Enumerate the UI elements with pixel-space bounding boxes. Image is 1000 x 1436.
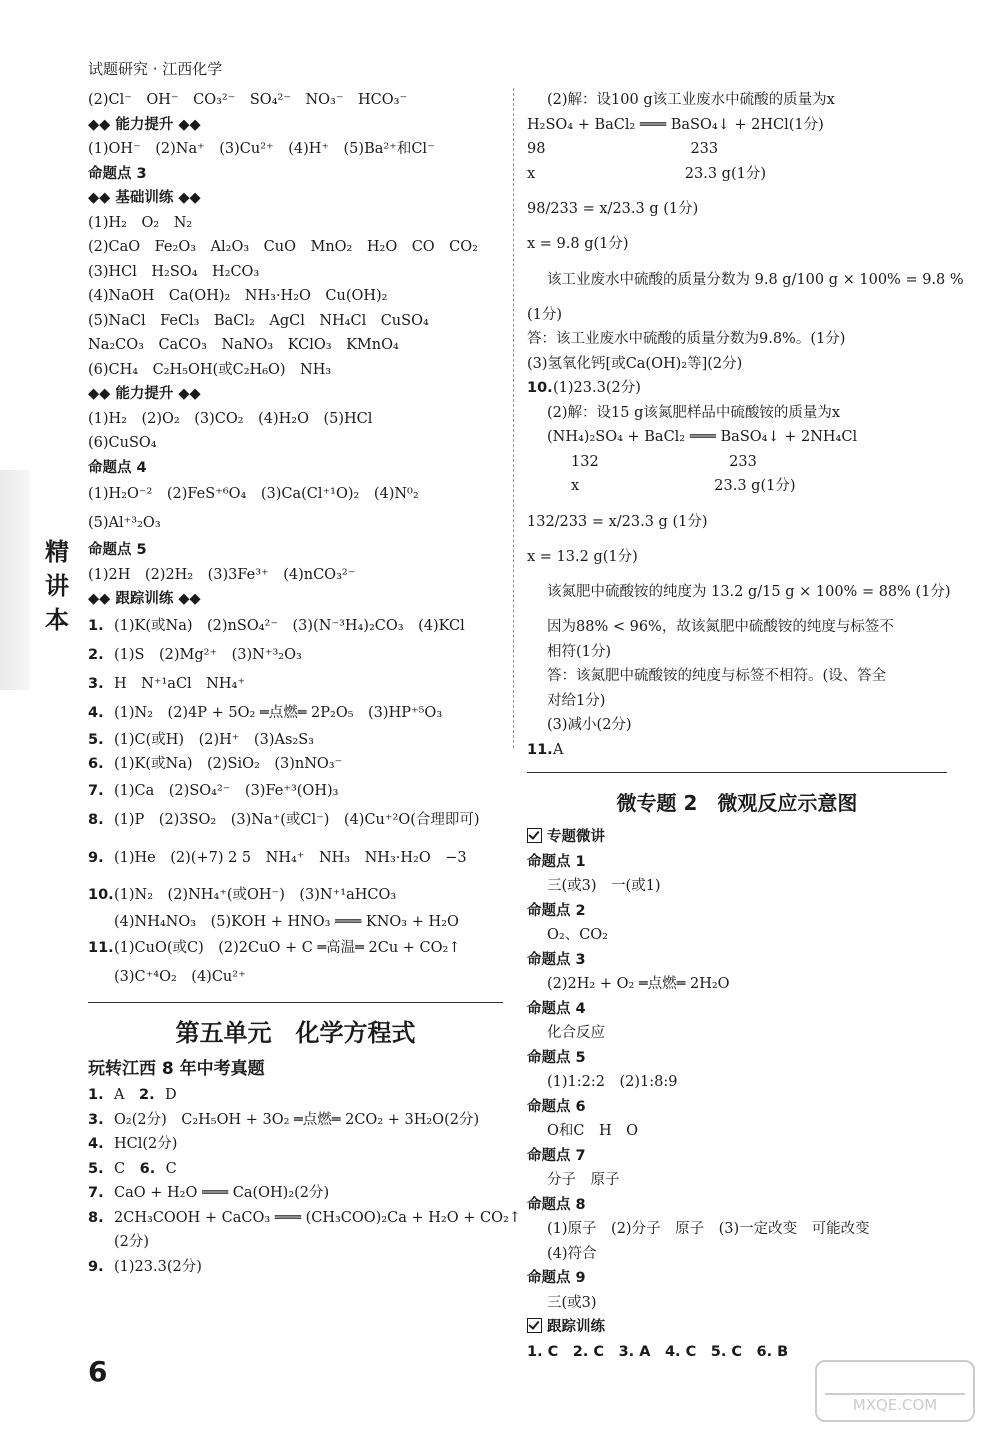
- item-number: 10.: [88, 886, 114, 903]
- answer-line: 三(或3) 一(或1): [547, 878, 661, 894]
- item-text: 132 233: [571, 453, 757, 470]
- answer-line: 三(或3): [547, 1294, 597, 1311]
- item-number: 11.: [527, 741, 553, 758]
- solution-line: (1分): [527, 306, 563, 323]
- item-text: CaO + H₂O ═══ Ca(OH)₂(2分): [114, 1185, 330, 1201]
- solution-line: [527, 664, 947, 689]
- item-text: 该氮肥中硫酸铵的纯度为 13.2 g/15 g × 100% = 88% (1分): [547, 584, 951, 600]
- answer-line: (1)H₂ O₂ N₂: [88, 214, 193, 231]
- section-heading: 命题点 5: [88, 542, 147, 558]
- section-heading: ◆◆ 基础训练 ◆◆: [88, 190, 201, 206]
- item-text: (4)NH₄NO₃ (5)KOH + HNO₃ ═══ KNO₃ + H₂O: [114, 913, 459, 930]
- item-number: 2.: [88, 646, 104, 663]
- solution-line: [527, 689, 947, 714]
- item-text: 2CH₃COOH + CaCO₃ ═══ (CH₃COO)₂Ca + H₂O + CO₂↑: [114, 1209, 521, 1226]
- item-number: 1.: [88, 617, 104, 634]
- solution-line: [527, 376, 947, 401]
- left-answers-block: [88, 88, 503, 612]
- answer-item: [88, 1181, 503, 1206]
- topic-point-heading: 命题点 9: [527, 1270, 586, 1286]
- item-text: (1)C(或H) (2)H⁺ (3)As₂S₃: [114, 731, 314, 748]
- watermark-text: MXQE.COM: [852, 1396, 938, 1414]
- q9-solution-block: [527, 88, 964, 376]
- answer-item: [88, 777, 503, 806]
- answer-item: [88, 835, 503, 881]
- item-number: 4.: [88, 704, 104, 721]
- section-heading: ◆◆ 跟踪训练 ◆◆: [88, 591, 201, 607]
- item-text: (1)P (2)3SO₂ (3)Na⁺(或Cl⁻) (4)Cu⁺²O(合理即可): [114, 811, 480, 828]
- item-text: O₂(2分) C₂H₅OH + 3O₂ ═点燃═ 2CO₂ + 3H₂O(2分): [114, 1111, 480, 1128]
- item-text: (1)CuO(或C) (2)2CuO + C ═高温═ 2Cu + CO₂↑: [114, 940, 461, 956]
- solution-line: x 23.3 g(1分): [527, 165, 767, 182]
- answer-item: [88, 752, 503, 777]
- answer-line: (1)H₂ (2)O₂ (3)CO₂ (4)H₂O (5)HCl: [88, 410, 373, 427]
- item-text: (1)23.3(2分): [553, 380, 641, 396]
- answer-line: (1)1:2:2 (2)1:8:9: [547, 1074, 678, 1090]
- item-text: C: [114, 1160, 140, 1177]
- answer-item: [88, 670, 503, 699]
- topic-point-heading: 命题点 7: [527, 1147, 586, 1164]
- item-number: 10.: [527, 380, 553, 396]
- item-text: (3)C⁺⁴O₂ (4)Cu²⁺: [114, 969, 246, 985]
- topic-point-heading: 命题点 1: [527, 853, 586, 870]
- tracking-training-list: [88, 612, 503, 993]
- checkbox-icon: [527, 1318, 542, 1333]
- solution-line: [527, 450, 947, 475]
- micro-section-header: [527, 825, 947, 850]
- answer-line: (4)NaOH Ca(OH)₂ NH₃·H₂O Cu(OH)₂: [88, 288, 388, 304]
- topic-point-heading: 命题点 2: [527, 902, 586, 919]
- section-divider-right: [527, 772, 947, 773]
- answer-item: [88, 1206, 521, 1231]
- solution-line: (2)解：设100 g该工业废水中硫酸的质量为x: [547, 92, 835, 108]
- section-divider: [88, 1002, 503, 1003]
- answer-item: [88, 728, 503, 753]
- section-heading: ◆◆ 能力提升 ◆◆: [88, 116, 201, 133]
- solution-line: H₂SO₄ + BaCl₂ ═══ BaSO₄↓ + 2HCl(1分): [527, 116, 824, 133]
- answer-item: [88, 963, 503, 992]
- answer-line: (2)2H₂ + O₂ ═点燃═ 2H₂O: [547, 976, 730, 992]
- solution-line: 该工业废水中硫酸的质量分数为 9.8 g/100 g × 100% = 9.8 %: [547, 271, 964, 288]
- micro-answer-list: [527, 850, 947, 1316]
- unit-subtitle: 玩转江西 8 年中考真题: [88, 1059, 265, 1079]
- item-number: 7.: [88, 1185, 104, 1201]
- item-text: x 23.3 g(1分): [571, 478, 796, 494]
- item-number: 3.: [88, 675, 104, 692]
- answer-line: Na₂CO₃ CaCO₃ NaNO₃ KClO₃ KMnO₄: [88, 337, 399, 353]
- solution-line: [527, 499, 947, 545]
- solution-line: [527, 474, 947, 499]
- answer-item: [88, 641, 503, 670]
- solution-line: 答：该工业废水中硫酸的质量分数为9.8%。(1分): [527, 331, 846, 347]
- item-number: 8.: [88, 811, 104, 828]
- tracking-answers: 1. C 2. C 3. A 4. C 5. C 6. B: [527, 1343, 789, 1360]
- item-text: A: [114, 1087, 139, 1103]
- item-text: C: [165, 1160, 177, 1177]
- section-heading: ◆◆ 能力提升 ◆◆: [88, 386, 201, 402]
- answer-item: [88, 1083, 503, 1108]
- topic-point-heading: 命题点 8: [527, 1196, 586, 1213]
- tracking-section-header: [527, 1315, 947, 1340]
- item-text: (1)K(或Na) (2)nSO₄²⁻ (3)(N⁻³H₄)₂CO₃ (4)KCl: [114, 617, 465, 634]
- solution-line: [527, 738, 947, 763]
- q10-solution-block: [527, 376, 951, 762]
- running-header: 试题研究 · 江西化学: [88, 60, 223, 78]
- item-text: 对给1分): [547, 692, 606, 709]
- solution-line: 98/233 = x/23.3 g (1分): [527, 201, 699, 217]
- item-text: 答：该氮肥中硫酸铵的纯度与标签不相符。(设、答全: [547, 668, 887, 684]
- unit-title: 第五单元 化学方程式: [175, 1019, 416, 1047]
- answer-line: (6)CuSO₄: [88, 435, 157, 451]
- item-number: 4.: [88, 1136, 104, 1152]
- solution-line: [527, 569, 951, 615]
- item-text: (1)23.3(2分): [114, 1258, 202, 1275]
- item-number: 5.: [88, 731, 104, 748]
- answer-item: [88, 1108, 503, 1133]
- item-number: 9.: [88, 849, 104, 866]
- item-text: (3)减小(2分): [547, 717, 632, 733]
- item-text: (NH₄)₂SO₄ + BaCl₂ ═══ BaSO₄↓ + 2NH₄Cl: [547, 429, 858, 445]
- answer-item: [88, 1230, 503, 1255]
- solution-line: [527, 615, 947, 640]
- answer-line: 分子 原子: [547, 1172, 620, 1188]
- item-text: D: [164, 1087, 177, 1103]
- side-band-decoration: [0, 470, 30, 690]
- item-number: 3.: [88, 1111, 104, 1128]
- item-text: (1)N₂ (2)NH₄⁺(或OH⁻) (3)N⁺¹aHCO₃: [114, 886, 397, 903]
- micro-section-label: 专题微讲: [547, 829, 605, 845]
- answer-item: [88, 934, 503, 963]
- item-text: (1)K(或Na) (2)SiO₂ (3)nNO₃⁻: [114, 756, 343, 772]
- watermark-logo: [815, 1360, 975, 1422]
- item-text: A: [553, 741, 564, 758]
- item-number: 8.: [88, 1209, 104, 1226]
- item-text: (2分): [114, 1234, 150, 1250]
- micro-topic-title: 微专题 2 微观反应示意图: [616, 791, 858, 815]
- item-number: 11.: [88, 940, 114, 956]
- solution-line: [527, 640, 947, 665]
- item-text: HCl(2分): [114, 1136, 178, 1152]
- item-number: 9.: [88, 1258, 104, 1275]
- answer-line: (5)Al⁺³₂O₃: [88, 515, 161, 531]
- unit-answer-list: [88, 1083, 521, 1279]
- answer-item: [88, 881, 503, 910]
- item-number: 6.: [139, 1160, 156, 1177]
- answer-line: (1)H₂O⁻² (2)FeS⁺⁶O₄ (3)Ca(Cl⁺¹O)₂ (4)N⁰₂: [88, 486, 419, 502]
- page-number: 6: [88, 1355, 108, 1388]
- item-number: 2.: [138, 1087, 155, 1103]
- answer-line: 化合反应: [547, 1025, 605, 1041]
- watermark-glyph: [825, 1365, 965, 1395]
- item-text: 相符(1分): [547, 643, 612, 660]
- answer-line: (1)OH⁻ (2)Na⁺ (3)Cu²⁺ (4)H⁺ (5)Ba²⁺和Cl⁻: [88, 141, 435, 157]
- answer-item: [88, 1157, 503, 1182]
- item-text: (1)N₂ (2)4P + 5O₂ ═点燃═ 2P₂O₅ (3)HP⁺⁵O₃: [114, 704, 443, 721]
- column-divider: [513, 88, 514, 748]
- side-tab-label: 精讲本: [45, 538, 69, 634]
- item-text: 132/233 = x/23.3 g (1分): [527, 513, 708, 530]
- item-text: (2)解：设15 g该氮肥样品中硫酸铵的质量为x: [547, 404, 841, 421]
- solution-line: (3)氢氧化钙[或Ca(OH)₂等](2分): [527, 355, 743, 372]
- answer-item: [88, 612, 503, 641]
- topic-point-heading: 命题点 4: [527, 1000, 586, 1017]
- item-text: (1)Ca (2)SO₄²⁻ (3)Fe⁺³(OH)₃: [114, 782, 339, 799]
- item-number: 7.: [88, 782, 104, 799]
- answer-item: [88, 699, 503, 728]
- solution-line: [527, 425, 947, 450]
- solution-line: [527, 713, 947, 738]
- answer-line: (5)NaCl FeCl₃ BaCl₂ AgCl NH₄Cl CuSO₄: [88, 312, 429, 329]
- tracking-section-label: 跟踪训练: [547, 1319, 605, 1335]
- answer-line: O₂、CO₂: [547, 927, 608, 943]
- section-heading: 命题点 3: [88, 165, 147, 182]
- solution-line: [527, 401, 947, 426]
- item-text: x = 13.2 g(1分): [527, 548, 638, 565]
- section-heading: 命题点 4: [88, 459, 147, 476]
- item-text: 因为88% < 96%，故该氮肥中硫酸铵的纯度与标签不: [547, 619, 894, 635]
- topic-point-heading: 命题点 6: [527, 1098, 586, 1115]
- answer-item: [88, 1255, 503, 1280]
- solution-line: 98 233: [527, 141, 719, 157]
- left-column: [88, 88, 521, 1279]
- topic-point-heading: 命题点 3: [527, 951, 586, 968]
- item-text: H N⁺¹aCl NH₄⁺: [114, 675, 245, 692]
- solution-line: x = 9.8 g(1分): [527, 236, 629, 252]
- solution-line: [527, 545, 947, 570]
- right-column: [527, 88, 964, 1364]
- item-number: 1.: [88, 1087, 104, 1103]
- answer-line: (2)CaO Fe₂O₃ Al₂O₃ CuO MnO₂ H₂O CO CO₂: [88, 239, 478, 255]
- checkbox-icon: [527, 828, 542, 843]
- answer-item: [88, 806, 503, 835]
- answer-line: (1)原子 (2)分子 原子 (3)一定改变 可能改变: [547, 1221, 870, 1237]
- item-number: 5.: [88, 1160, 104, 1177]
- answer-item: [88, 1132, 503, 1157]
- answer-line: (4)符合: [547, 1245, 597, 1262]
- answer-line: (6)CH₄ C₂H₅OH(或C₂H₆O) NH₃: [88, 361, 332, 378]
- answer-line: (1)2H (2)2H₂ (3)3Fe³⁺ (4)nCO₃²⁻: [88, 566, 356, 583]
- answer-item: [88, 910, 503, 935]
- answer-line: (2)Cl⁻ OH⁻ CO₃²⁻ SO₄²⁻ NO₃⁻ HCO₃⁻: [88, 92, 408, 108]
- item-text: (1)He (2)(+7) 2 5 NH₄⁺ NH₃ NH₃·H₂O −3: [114, 849, 467, 866]
- topic-point-heading: 命题点 5: [527, 1049, 586, 1066]
- answer-line: (3)HCl H₂SO₄ H₂CO₃: [88, 263, 260, 280]
- item-text: (1)S (2)Mg²⁺ (3)N⁺³₂O₃: [114, 646, 302, 663]
- item-number: 6.: [88, 756, 104, 772]
- answer-line: O和C H O: [547, 1123, 639, 1139]
